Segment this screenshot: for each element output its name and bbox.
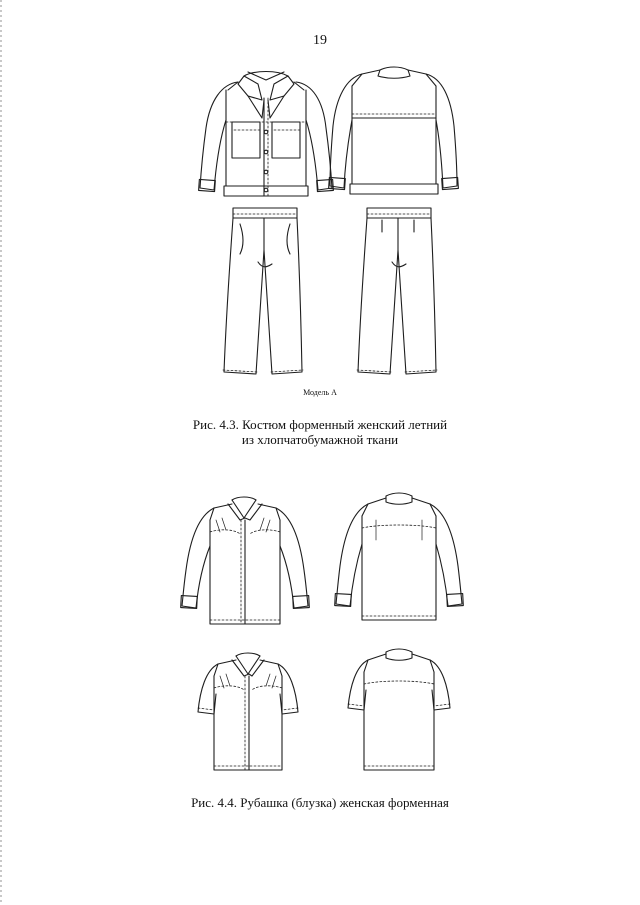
figure-4-3-drawing: [0, 0, 640, 390]
page-number: 19: [313, 33, 327, 48]
shirt-short-sleeve-back-drawing: [348, 649, 450, 770]
shirt-short-sleeve-front-drawing: [198, 653, 298, 770]
model-label: Модель А: [303, 388, 337, 397]
trousers-front-drawing: [223, 208, 303, 374]
shirt-long-sleeve-front-drawing: [181, 497, 310, 624]
trousers-back-drawing: [357, 208, 437, 374]
figure-4-3-caption-line-2: из хлопчатобумажной ткани: [241, 432, 399, 447]
figure-4-3-caption-line-1: Рис. 4.3. Костюм форменный женский летний: [192, 417, 448, 432]
figure-4-4-caption: Рис. 4.4. Рубашка (блузка) женская форменная: [191, 795, 449, 810]
jacket-back-drawing: [329, 67, 459, 194]
figure-4-3-caption: [0, 417, 640, 447]
shirt-long-sleeve-back-drawing: [335, 493, 464, 620]
figure-4-4-drawing: [0, 480, 640, 780]
jacket-front-drawing: [199, 72, 334, 197]
